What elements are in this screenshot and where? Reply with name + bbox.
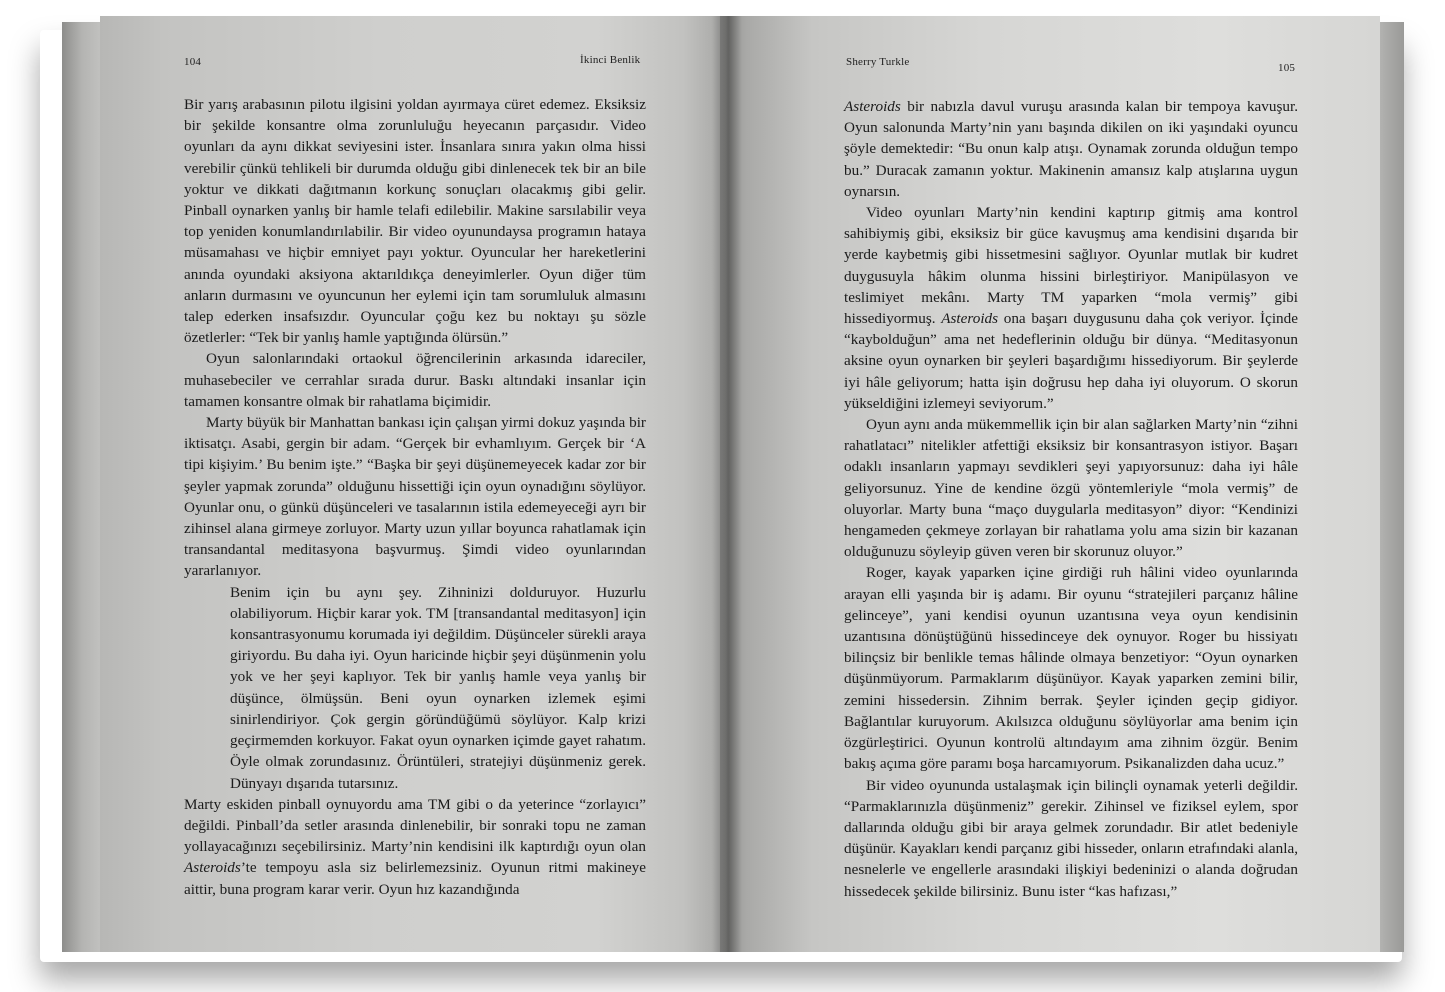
left-block-quote: Benim için bu aynı şey. Zihninizi dolduruyor. Huzurlu olabiliyorum. Hiçbir karar yok. TM [transandantal meditasyon] için konsantrasyonumu korumada iyi değildim. Düşünceler sürekli araya giriyordu. Bu daha iyi. Oyun haricinde hiçbir şeyi düşünmenin yolu yok ve her şeyi kaplıyor. Tek bir yanlış hamle veya yanlış bir düşünce, ölmüşsün. Beni oyun oynarken izlemek eşimi sinirlendiriyor. Çok gergin göründüğümü söylüyor. Kalp krizi geçirmemden korkuyor. Fakat oyun oynarken içimde gayet rahatım. Öyle olmak zorundasınız. Örüntüleri, stratejiyi düşünmeniz gerek. Dünyayı dışarıda tutarsınız. <box>230 583 646 792</box>
left-page-number: 104 <box>184 56 202 68</box>
left-paragraph-1: Bir yarış arabasının pilotu ilgisini yoldan ayırmaya cüret edemez. Eksiksiz bir şekilde konsantre olma zorunluluğu heyecanın parçasıdır. Video oyunları da aynı dikkat seviyesini ister. İnsanlara sınıra yakın olma hissi verebilir çünkü tehlikeli bir durumda olduğu gibi dinlenecek tek bir an bile yoktur ve dikkati dağıtmanın korkunç sonuçları olacakmış gibi gelir. Pinball oynarken yanlış bir hamle telafi edilebilir. Makine sarsılabilir veya top yeniden konumlandırılabilir. Bir video oyunundaysa programın hataya müsamahası ve hiçbir emniyet payı yoktur. Oyuncular her hareketlerini anında oyundaki aksiyona aktarıldıkça deneyimlerler. Oyun diğer tüm anların durmasını ve oyuncunun her eylemi için tam sorumluluk almasını talep ederken insafsızdır. Oyuncular çoğu kez bu noktayı şu sözle özetlerler: “Tek bir yanlış hamle yaptığında ölürsün.” <box>184 96 646 347</box>
right-paragraph-1: Asteroids bir nabızla davul vuruşu arasında kalan bir tempoya kavuşur. Oyun salonunda Marty’nin yanı başında dikilen on iki yaşındaki oyuncu şöyle demektedir: “Bu onun kalp atışı. Oynamak zorunda olduğun tempo bu.” Duracak zamanın yoktur. Makinenin amansız kalp atışlarına uygun oynarsın. <box>844 98 1298 200</box>
left-body-text <box>184 94 646 900</box>
left-paragraph-3: Marty büyük bir Manhattan bankası için çalışan yirmi dokuz yaşında bir iktisatçı. Asabi, gergin bir adam. “Gerçek bir evhamlıyım. Gerçek bir ‘A tipi kişiyim.’ Bu benim işte.” “Başka bir şeyi düşünemeyecek kadar zor bir şeyler yapmak zorunda” olduğunu hissettiği için oyun oynadığını söylüyor. Oyunlar onu, o günkü düşünceleri ve tasalarının istila edemeyeceği ayrı bir zihinsel alana girmeye zorluyor. Marty uzun yıllar boyunca rahatlamak için transandantal meditasyona başvurmuş. Şimdi video oyunlarından yararlanıyor. <box>184 414 646 580</box>
left-page <box>100 16 720 952</box>
right-paragraph-2: Video oyunları Marty’nin kendini kaptırıp gitmiş ama kontrol sahibiymiş gibi, eksiksiz bir güce kavuşmuş ama kendisini dışarıda bir yerde kaybetmiş gibi hissetmesini sağlıyor. Oyunlar mutlak bir kudret duygusuyla hâkim olunma hissini birleştiriyor. Manipülasyon ve teslimiyet mekânı. Marty TM yaparken “mola vermiş” gibi hissediyormuş. Asteroids ona başarı duygusunu daha çok veriyor. İçinde “kaybolduğun” ama net hedeflerinin olduğu bir dünya. “Meditasyonun aksine oyun oynarken bir şeyleri başardığımı hissediyorum. Bir şeylerde iyi hâle geliyorum; hatta işin doğrusu hep daha iyi oluyorum. O skorun yükseldiğini izlemeyi seviyorum.” <box>844 204 1298 412</box>
left-paragraph-5: Marty eskiden pinball oynuyordu ama TM gibi o da yeterince “zorlayıcı” değildi. Pinball’da setler arasında dinlenebilir, bir sonraki topu ne zaman yollayacağınızı seçebilirsiniz. Marty’nin kendisini ilk kaptırdığı oyun olan Asteroids’te tempoyu asla siz belirlemezsiniz. Oyunun ritmi makineye aittir, buna program karar verir. Oyun hız kazandığında <box>184 795 646 898</box>
book-gutter <box>712 16 742 952</box>
left-paragraph-2: Oyun salonlarındaki ortaokul öğrencilerinin arkasında idareciler, muhasebeciler ve cerrahlar sırada durur. Baskı altındaki insanlar için tamamen konsantre olmak bir rahatlama biçimidir. <box>184 350 646 410</box>
left-running-head: İkinci Benlik <box>580 54 641 66</box>
right-paragraph-4: Roger, kayak yaparken içine girdiği ruh hâlini video oyunlarında arayan elli yaşında bir iş adamı. Bir oyunu “stratejileri parçanız hâline gelinceye”, yani kendisi oyunun uzantısına veya oyun kendisinin uzantısına dönüştüğünü hissedinceye dek oynuyor. Roger bu hissiyatı bilinçsiz bir benlikle temas hâlinde olmaya benzetiyor: “Oyun oynarken düşünmüyorum. Parmaklarım düşünüyor. Kayak yaparken zemini bilir, zemini hissedersin. Zihnim berrak. Şeyler içinden geçip gidiyor. Bağlantılar kuruyorum. Akılsızca olduğunu söylüyorlar ama benim için özgürleştirici. Oyunun kontrolü altındayım ama zihnim özgür. Benim bakış açıma göre paramı boşa harcamıyorum. Psikanalizden daha ucuz.” <box>844 564 1298 773</box>
right-paragraph-5: Bir video oyununda ustalaşmak için bilinçli oynamak yeterli değildir. “Parmaklarınızla düşünmeniz” gerekir. Zihinsel ve fiziksel eylem, spor dallarında olduğu gibi bir araya gelmek zorundadır. Bir atlet bedeniyle düşünür. Kayakları kendi parçanız gibi hisseder, onların etrafındaki alanla, nesnelerle ve engellerle arasındaki ilişkiyi bedeninizi o alanda doğrudan hissedecek şekilde bilirsiniz. Bunu ister “kas hafızası,” <box>844 776 1298 900</box>
right-page <box>720 16 1380 952</box>
right-body-text <box>844 96 1298 902</box>
right-page-number: 105 <box>1278 62 1296 74</box>
right-paragraph-3: Oyun aynı anda mükemmellik için bir alan sağlarken Marty’nin “zihni rahatlatacı” nitelikler atfettiği eksiksiz bir konsantrasyon istiyor. Başarı odaklı insanların yapmayı sevdikleri şeyi yapıyorsunuz: daha iyi hâle geliyorsunuz. Yine de kendine özgü yöntemleriyle “mola vermiş” de oluyorlar. Marty buna “maço duygularla meditasyon” diyor: “Kendinizi hengameden çekmeye zorlayan bir rahatlama yolu ama sizin bir kazanan olduğunuzu söyleyip güven veren bir skorunuz oluyor.” <box>844 416 1298 561</box>
right-running-head: Sherry Turkle <box>846 56 910 68</box>
